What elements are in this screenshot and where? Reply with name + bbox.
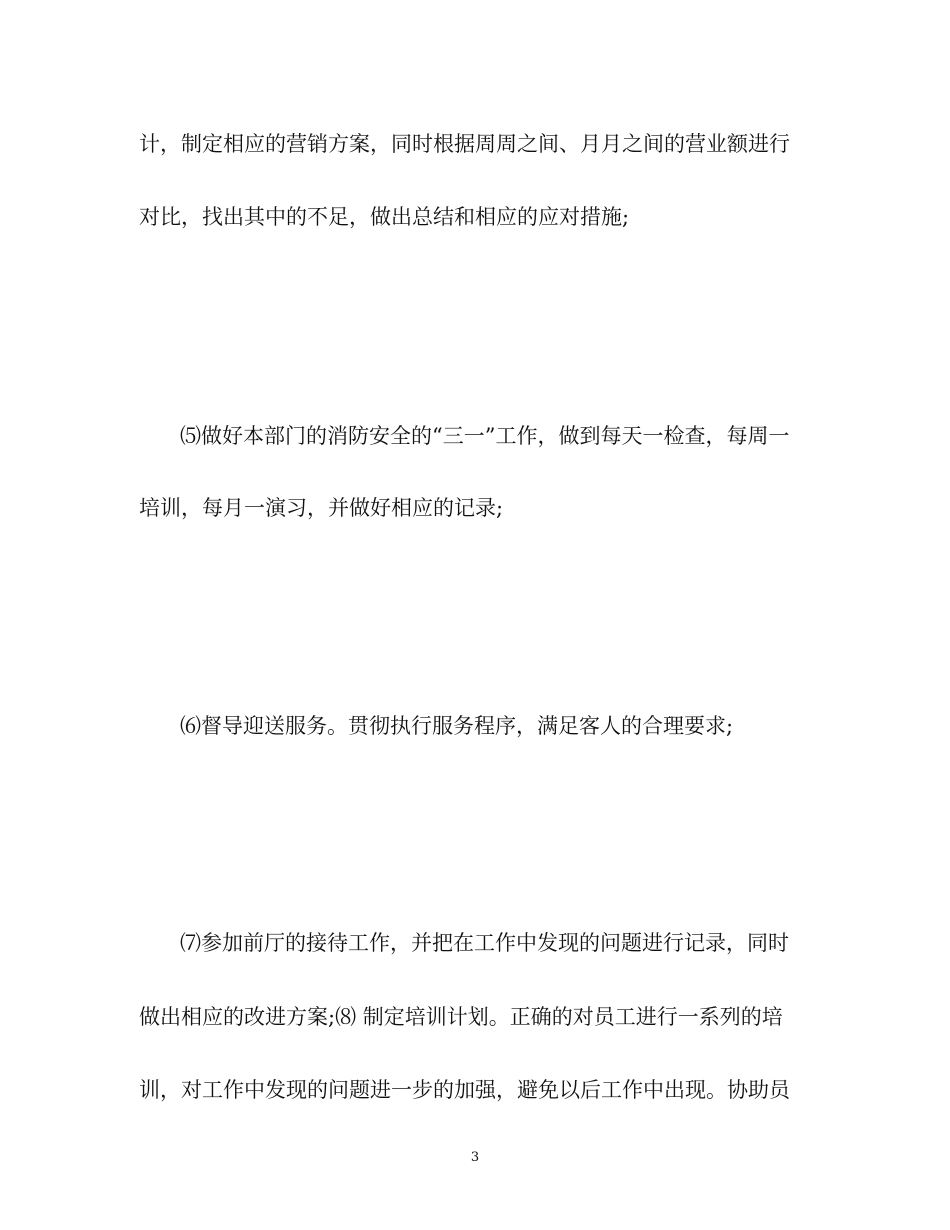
paragraph-2-line-2: 培训，每月一演习，并做好相应的记录; [139, 496, 504, 520]
paragraph-4-line-2: 做出相应的改进方案;⑻ 制定培训计划。正确的对员工进行一系列的培 [139, 1005, 783, 1029]
page-number: 3 [470, 1150, 480, 1165]
paragraph-2-line-1: ⑸做好本部门的消防安全的“三一”工作，做到每天一检查，每周一 [180, 424, 790, 448]
paragraph-1-line-1: 计，制定相应的营销方案，同时根据周周之间、月月之间的营业额进行 [139, 132, 790, 156]
paragraph-4-line-3: 训，对工作中发现的问题进一步的加强，避免以后工作中出现。协助员 [139, 1078, 790, 1102]
paragraph-3-line-1: ⑹督导迎送服务。贯彻执行服务程序，满足客人的合理要求; [180, 714, 734, 738]
paragraph-4-line-1: ⑺参加前厅的接待工作，并把在工作中发现的问题进行记录，同时 [180, 931, 789, 955]
paragraph-1-line-2: 对比，找出其中的不足，做出总结和相应的应对措施; [139, 205, 630, 229]
